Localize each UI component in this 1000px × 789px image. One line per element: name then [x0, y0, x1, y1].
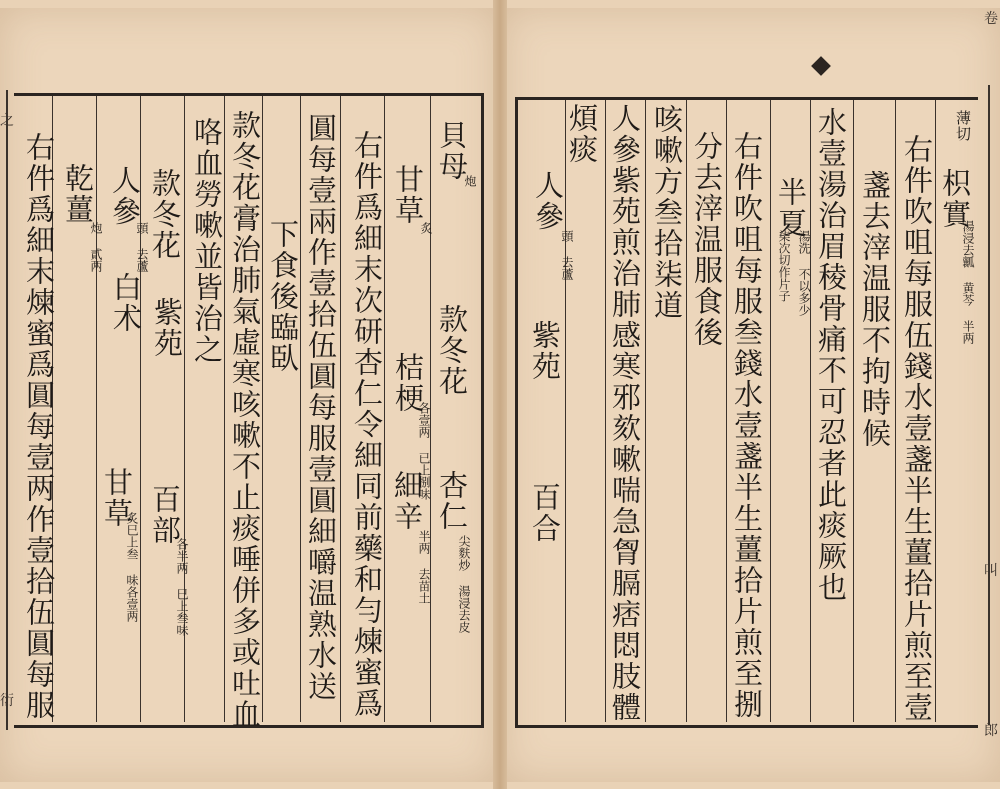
- column-rule: [726, 100, 727, 722]
- left-text-column-l4: 白术: [109, 272, 143, 334]
- left-text-column-l12: 圓每壹兩作壹拾伍圓每服壹圓細嚼温熟水送: [304, 113, 338, 702]
- left-text-column-l3: 人參: [108, 165, 142, 227]
- left-text-column-l6: 款冬花: [148, 168, 182, 261]
- right-text-column-r5: 人參紫苑煎治肺感寒邪欬嗽喘急胷膈痞悶肢體: [608, 103, 642, 723]
- right-text-column-r6: 咳嗽方叁拾柒道: [650, 104, 684, 321]
- left-text-column-l9: 咯血勞嗽並皆治之: [190, 117, 224, 365]
- left-text-column-l3n: 頭 去蘆: [135, 222, 149, 272]
- column-rule: [770, 100, 771, 722]
- left-text-column-l15n: 各壹两 已上捌味: [417, 402, 431, 500]
- column-rule: [96, 96, 97, 722]
- book-gutter: [493, 0, 507, 789]
- left-text-column-l13: 右件爲細末次研杏仁令細同前藥和勻煉蜜爲: [350, 130, 384, 719]
- left-text-column-l17: 貝母: [435, 120, 469, 182]
- right-edge-glyph: 卷: [984, 11, 998, 27]
- right-text-column-r9: 半夏: [774, 177, 808, 239]
- column-rule: [300, 96, 301, 722]
- left-text-column-l8: 百部: [148, 484, 182, 546]
- left-edge-line: [6, 90, 8, 730]
- left-text-column-l19: 杏仁: [435, 470, 469, 532]
- right-text-column-r2: 人參: [531, 170, 565, 232]
- left-text-column-l1: 右件爲細末煉蜜爲圓每壹两作壹拾伍圓每服: [22, 132, 56, 721]
- column-rule: [262, 96, 263, 722]
- right-text-column-r9n2: 柒次切作片子: [777, 230, 791, 302]
- left-text-column-l18: 款冬花: [435, 304, 469, 397]
- left-edge-glyph: 之: [0, 113, 14, 129]
- left-text-column-l17n: 炮: [463, 175, 477, 187]
- column-rule: [935, 100, 936, 722]
- left-text-column-l2n: 炮 貳两: [89, 222, 103, 272]
- left-text-column-l10: 款冬花膏治肺氣虛寒咳嗽不止痰唾併多或吐血: [228, 110, 262, 730]
- right-text-column-r1: 煩痰: [565, 103, 599, 165]
- left-text-column-l16: 細辛: [390, 470, 424, 532]
- left-text-column-l19n: 尖麩炒 湯浸去皮: [457, 535, 471, 633]
- right-edge-glyph: 郎: [984, 723, 998, 739]
- right-text-column-r3: 紫苑: [528, 320, 562, 382]
- column-rule: [224, 96, 225, 722]
- left-text-column-l14n: 炙: [419, 222, 433, 234]
- right-edge-glyph: 叫: [984, 563, 998, 579]
- column-rule: [645, 100, 646, 722]
- right-text-column-r12: 右件吹咀每服伍錢水壹盞半生薑拾片煎至壹: [900, 134, 934, 723]
- column-rule: [686, 100, 687, 722]
- left-text-column-l2: 乾薑: [61, 163, 95, 225]
- column-rule: [384, 96, 385, 722]
- left-text-column-l14: 甘草: [391, 164, 425, 226]
- column-rule: [340, 96, 341, 722]
- column-rule: [565, 100, 566, 722]
- right-text-column-r4: 百合: [528, 482, 562, 544]
- right-text-column-r11: 盞去滓温服不拘時候: [858, 170, 892, 449]
- left-text-column-l16n: 半两 去苗土: [417, 530, 431, 604]
- left-text-column-l11: 下食後臨臥: [266, 219, 300, 374]
- column-rule: [895, 100, 896, 722]
- right-edge-line: [988, 85, 990, 725]
- left-text-column-l5n: 炙巳上叁 味各壹两: [125, 512, 139, 622]
- right-text-column-r10: 水壹湯治眉稜骨痛不可忍者此痰厥也: [814, 107, 848, 603]
- right-text-column-r9n: 湯洗 不以多少: [797, 230, 811, 316]
- left-text-column-l15: 桔梗: [391, 352, 425, 414]
- left-text-column-l5: 甘草: [100, 467, 134, 529]
- right-text-column-r13: 枳實: [938, 168, 972, 230]
- right-text-column-r13n: 湯浸去瓤 黄芩 半两: [961, 220, 975, 344]
- right-text-column-r2n: 頭 去蘆: [560, 230, 574, 280]
- left-text-column-l7: 紫苑: [150, 297, 184, 359]
- column-rule: [853, 100, 854, 722]
- right-text-column-r14: 薄切: [954, 110, 972, 142]
- right-text-column-r7: 分去滓温服食後: [690, 131, 724, 348]
- column-rule: [810, 100, 811, 722]
- column-rule: [605, 100, 606, 722]
- left-text-column-l8n: 各半两 巳上叁味: [175, 538, 189, 636]
- left-edge-glyph: 衍: [0, 693, 14, 709]
- right-text-column-r8: 右件吹咀每服叁錢水壹盞半生薑拾片煎至捌: [730, 131, 764, 720]
